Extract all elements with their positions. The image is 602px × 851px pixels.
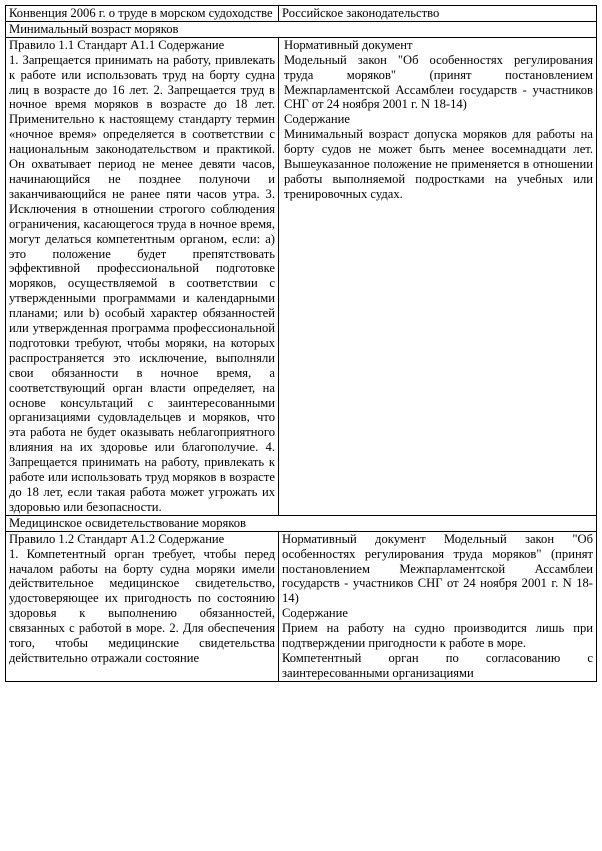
russian-law-cell-medical [279,531,597,681]
document-table [5,5,597,682]
section-content-row [6,531,597,681]
content-text: Компетентный орган по согласованию с заинтересованными организациями [282,650,593,680]
header-row [6,6,597,22]
normative-doc-label: Нормативный документ [284,37,413,52]
convention-rule-text: 1. Компетентный орган требует, чтобы перед началом работы на борту судна моряки имели действительное медицинское свидетельство, удостоверяющее их пригодность по состоянию здоровья к выполнению обязанностей, связанных с работой в море. 2. Для обеспечения того, чтобы медицинские свидетельства действительно отражали состояние [9,546,275,665]
normative-doc-title: Нормативный документ Модельный закон "Об особенностях регулирования труда моряков" (принят постановлением Межпарламентской Ассамблеи государств - участников СНГ от 24 ноября 2001 г. N 18-14) [282,531,593,606]
header-right-cell: Российское законодательство [279,6,597,22]
content-label: Содержание [282,606,348,621]
convention-rule-text: 1. Запрещается принимать на работу, привлекать к работе или использовать труд на борту судна лиц в возрасте до 16 лет. 2. Запрещается труд в ночное время моряков в возрасте до 18 лет. Применительно к настоящему стандарту термин «ночное время» определяется в соответствии с национальным законодательством и практикой. Он охватывает период не менее девяти часов, начинающийся не позднее полуночи и заканчивающийся не ранее пяти часов утра. 3. Исключения в отношении строгого соблюдения ограничения, касающегося труда в ночное время, могут делаться компетентным органом, если: а) это положение будет препятствовать эффективной профессиональной подготовке моряков, осуществляемой в соответствии с утвержденными программами и календарными планами; или b) особый характер обязанностей или утвержденная программа профессиональной подготовки требуют, чтобы моряки, на которых распространяется это исключение, выполняли свои обязанности в ночное время, а соответствующий орган власти определяет, на основе консультаций с заинтересованными организациями судовладельцев и моряков, что эта работа не будет оказывать неблагоприятного влияния на их здоровье или благополучие. 4. Запрещается принимать на работу, привлекать к работе или использовать труд моряков в возрасте до 18 лет, если такая работа может угрожать их здоровью или безопасности. [9,52,275,514]
section-title-row [6,515,597,531]
section-title-medical: Медицинское освидетельствование моряков [6,515,597,531]
content-text: Прием на работу на судно производится лишь при подтверждении пригодности к работе в море. [282,621,593,651]
convention-rule-heading: Правило 1.1 Стандарт А1.1 Содержание [9,37,225,52]
convention-cell-medical [6,531,279,681]
content-text: Минимальный возраст допуска моряков для работы на борту судов не может быть менее восемнадцати лет. Вышеуказанное положение не применяется в отношении работы выполняемой подростками на учебных или тренировочных судах. [284,127,593,201]
convention-cell-min-age [6,37,279,515]
section-content-row [6,37,597,515]
content-label: Содержание [284,112,350,127]
normative-doc-title: Модельный закон "Об особенностях регулирования труда моряков" (принят постановлением Межпарламентской Ассамблеи государств - участников СНГ от 24 ноября 2001 г. N 18-14) [284,52,593,112]
section-title-row [6,21,597,37]
convention-rule-heading: Правило 1.2 Стандарт А1.2 Содержание [9,531,225,546]
russian-law-cell-min-age [279,37,597,515]
header-left-cell: Конвенция 2006 г. о труде в морском судоходстве [6,6,279,22]
section-title-min-age: Минимальный возраст моряков [6,21,597,37]
